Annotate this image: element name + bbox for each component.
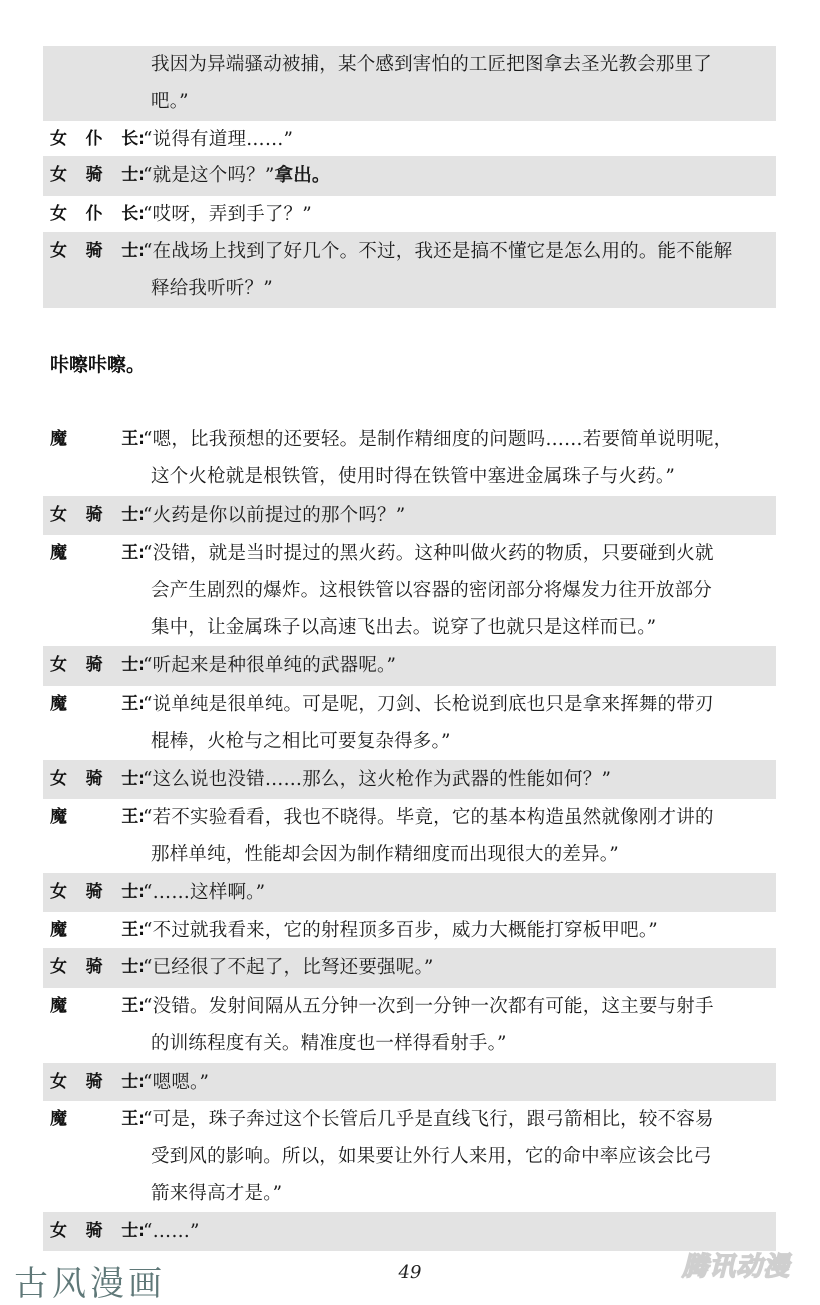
dialogue-line: 吧。” bbox=[151, 91, 189, 112]
speaker-char: 女 bbox=[50, 655, 67, 675]
speaker-char: 魔 bbox=[50, 996, 67, 1016]
dialogue-row bbox=[43, 535, 776, 646]
dialogue-line: 这个火枪就是根铁管，使用时得在铁管中塞进金属珠子与火药。” bbox=[151, 466, 676, 487]
dialogue-row bbox=[43, 232, 776, 308]
dialogue-row bbox=[43, 948, 776, 988]
dialogue-row bbox=[43, 1212, 776, 1251]
dialogue-line: 集中，让金属珠子以高速飞出去。说穿了也就只是这样而已。” bbox=[151, 617, 657, 638]
speaker-label bbox=[50, 497, 145, 534]
speaker-char: 士: bbox=[121, 1072, 145, 1092]
speaker-label bbox=[50, 799, 145, 836]
dialogue-line: “嗯，比我预想的还要轻。是制作精细度的问题吗……若要简单说明呢， bbox=[143, 429, 733, 450]
dialogue-line: 我因为异端骚动被捕，某个感到害怕的工匠把图拿去圣光教会那里了 bbox=[151, 54, 713, 75]
dialogue-text bbox=[143, 647, 768, 684]
speaker-char: 骑 bbox=[85, 769, 103, 789]
dialogue-line: “在战场上找到了好几个。不过，我还是搞不懂它是怎么用的。能不能解 bbox=[143, 241, 733, 262]
speaker-char: 骑 bbox=[85, 1072, 103, 1092]
dialogue-row bbox=[43, 760, 776, 799]
speaker-char: 长: bbox=[121, 129, 145, 149]
speaker-char: 骑 bbox=[85, 165, 103, 185]
speaker-char: 骑 bbox=[85, 655, 103, 675]
speaker-char: 王: bbox=[121, 920, 145, 940]
watermark-right: 腾讯动漫 bbox=[681, 1252, 790, 1282]
dialogue-row bbox=[43, 686, 776, 760]
speaker-char: 女 bbox=[50, 505, 67, 525]
speaker-label bbox=[50, 1101, 145, 1138]
dialogue-text bbox=[143, 121, 768, 158]
dialogue-text bbox=[143, 949, 768, 986]
speaker-char: 王: bbox=[121, 996, 145, 1016]
dialogue-text bbox=[143, 196, 768, 233]
dialogue-text bbox=[143, 233, 768, 307]
speaker-char: 女 bbox=[50, 882, 67, 902]
dialogue-row bbox=[43, 421, 776, 496]
dialogue-text bbox=[143, 1101, 768, 1212]
dialogue-text bbox=[143, 46, 768, 120]
dialogue-line: “已经很了不起了，比弩还要强呢。” bbox=[143, 957, 434, 978]
dialogue-text bbox=[143, 1213, 768, 1250]
speaker-label bbox=[50, 1213, 145, 1250]
speaker-char: 女 bbox=[50, 129, 67, 149]
dialogue-text bbox=[143, 988, 768, 1062]
dialogue-row bbox=[43, 156, 776, 196]
speaker-label bbox=[50, 121, 145, 158]
dialogue-row bbox=[43, 646, 776, 686]
speaker-char: 士: bbox=[121, 505, 145, 525]
speaker-label bbox=[50, 233, 145, 270]
dialogue-row bbox=[43, 988, 776, 1063]
dialogue-text bbox=[143, 157, 768, 194]
speaker-char: 魔 bbox=[50, 429, 67, 449]
speaker-char: 骑 bbox=[85, 505, 103, 525]
dialogue-row bbox=[43, 799, 776, 873]
dialogue-row bbox=[43, 1063, 776, 1101]
speaker-char: 士: bbox=[121, 165, 145, 185]
dialogue-line: “……” bbox=[143, 1221, 200, 1242]
speaker-label bbox=[50, 949, 145, 986]
dialogue-line: “嗯嗯。” bbox=[143, 1072, 210, 1093]
dialogue-line: “不过就我看来，它的射程顶多百步，威力大概能打穿板甲吧。” bbox=[143, 920, 658, 941]
dialogue-text bbox=[143, 421, 768, 495]
speaker-label bbox=[50, 196, 145, 233]
dialogue-line: “可是，珠子奔过这个长管后几乎是直线飞行，跟弓箭相比，较不容易 bbox=[143, 1109, 714, 1130]
dialogue-line: 棍棒，火枪与之相比可要复杂得多。” bbox=[151, 731, 451, 752]
speaker-char: 士: bbox=[121, 1221, 145, 1241]
dialogue-line bbox=[143, 157, 768, 194]
speaker-char: 骑 bbox=[85, 957, 103, 977]
dialogue-text bbox=[143, 497, 768, 534]
dialogue-line: 箭来得高才是。” bbox=[151, 1183, 283, 1204]
dialogue-row bbox=[43, 196, 776, 232]
speaker-char: 女 bbox=[50, 204, 67, 224]
dialogue-line: “说单纯是很单纯。可是呢，刀剑、长枪说到底也只是拿来挥舞的带刃 bbox=[143, 694, 714, 715]
speaker-char: 士: bbox=[121, 769, 145, 789]
speaker-char: 骑 bbox=[85, 241, 103, 261]
dialogue-line: “说得有道理……” bbox=[143, 129, 294, 150]
speaker-label bbox=[50, 157, 145, 194]
speaker-char: 王: bbox=[121, 429, 145, 449]
dialogue-text bbox=[143, 686, 768, 760]
dialogue-text bbox=[143, 912, 768, 949]
sound-effect: 咔嚓咔嚓。 bbox=[50, 354, 146, 376]
watermark-left: 古风漫画 bbox=[14, 1264, 166, 1304]
page-number: 49 bbox=[398, 1262, 422, 1283]
speaker-char: 士: bbox=[121, 655, 145, 675]
speaker-char: 王: bbox=[121, 543, 145, 563]
dialogue-line: “听起来是种很单纯的武器呢。” bbox=[143, 655, 397, 676]
speaker-label bbox=[50, 912, 145, 949]
speaker-char: 魔 bbox=[50, 543, 67, 563]
speaker-char: 女 bbox=[50, 165, 67, 185]
dialogue-line: “没错。发射间隔从五分钟一次到一分钟一次都有可能，这主要与射手 bbox=[143, 996, 714, 1017]
speaker-char: 士: bbox=[121, 882, 145, 902]
speaker-char: 女 bbox=[50, 1072, 67, 1092]
speaker-char: 女 bbox=[50, 957, 67, 977]
speaker-label bbox=[50, 686, 145, 723]
dialogue-line: 的训练程度有关。精准度也一样得看射手。” bbox=[151, 1033, 507, 1054]
dialogue-text bbox=[143, 535, 768, 646]
speaker-label bbox=[50, 988, 145, 1025]
speaker-char: 女 bbox=[50, 241, 67, 261]
dialogue-line: 那样单纯，性能却会因为制作精细度而出现很大的差异。” bbox=[151, 844, 619, 865]
speaker-char: 魔 bbox=[50, 807, 67, 827]
speaker-char: 士: bbox=[121, 957, 145, 977]
dialogue-row bbox=[43, 121, 776, 156]
dialogue-text bbox=[143, 761, 768, 798]
dialogue-row bbox=[43, 496, 776, 535]
speaker-char: 长: bbox=[121, 204, 145, 224]
speaker-label bbox=[50, 647, 145, 684]
speaker-char: 王: bbox=[121, 694, 145, 714]
speaker-label bbox=[50, 421, 145, 458]
dialogue-line: “若不实验看看，我也不晓得。毕竟，它的基本构造虽然就像刚才讲的 bbox=[143, 807, 714, 828]
dialogue-row bbox=[43, 912, 776, 948]
dialogue-text bbox=[143, 1064, 768, 1101]
stage-direction: 拿出。 bbox=[274, 165, 331, 186]
dialogue-line: “哎呀，弄到手了？” bbox=[143, 204, 312, 225]
speaker-char: 王: bbox=[121, 807, 145, 827]
speaker-label bbox=[50, 1064, 145, 1101]
dialogue-line: 受到风的影响。所以，如果要让外行人来用，它的命中率应该会比弓 bbox=[151, 1146, 713, 1167]
speaker-char: 仆 bbox=[85, 204, 103, 224]
dialogue-line: “火药是你以前提过的那个吗？” bbox=[143, 505, 406, 526]
speaker-char: 魔 bbox=[50, 920, 67, 940]
dialogue-line: “没错，就是当时提过的黑火药。这种叫做火药的物质，只要碰到火就 bbox=[143, 543, 714, 564]
dialogue-line: “这么说也没错……那么，这火枪作为武器的性能如何？” bbox=[143, 769, 612, 790]
speaker-char: 王: bbox=[121, 1109, 145, 1129]
dialogue-row bbox=[43, 873, 776, 912]
speaker-label bbox=[50, 761, 145, 798]
dialogue-line: “……这样啊。” bbox=[143, 882, 266, 903]
speaker-char: 女 bbox=[50, 1221, 67, 1241]
speaker-char: 骑 bbox=[85, 882, 103, 902]
speaker-label bbox=[50, 535, 145, 572]
dialogue-row bbox=[43, 1101, 776, 1212]
speaker-char: 仆 bbox=[85, 129, 103, 149]
dialogue-line: 释给我听听？” bbox=[151, 278, 273, 299]
dialogue-text bbox=[143, 799, 768, 873]
speaker-label bbox=[50, 874, 145, 911]
speaker-char: 女 bbox=[50, 769, 67, 789]
dialogue-text bbox=[143, 874, 768, 911]
dialogue-line: 会产生剧烈的爆炸。这根铁管以容器的密闭部分将爆发力往开放部分 bbox=[151, 580, 713, 601]
speaker-char: 骑 bbox=[85, 1221, 103, 1241]
dialogue-row bbox=[43, 46, 776, 121]
speaker-char: 魔 bbox=[50, 694, 67, 714]
dialogue-quote: “就是这个吗？” bbox=[143, 165, 275, 186]
speaker-char: 士: bbox=[121, 241, 145, 261]
speaker-char: 魔 bbox=[50, 1109, 67, 1129]
